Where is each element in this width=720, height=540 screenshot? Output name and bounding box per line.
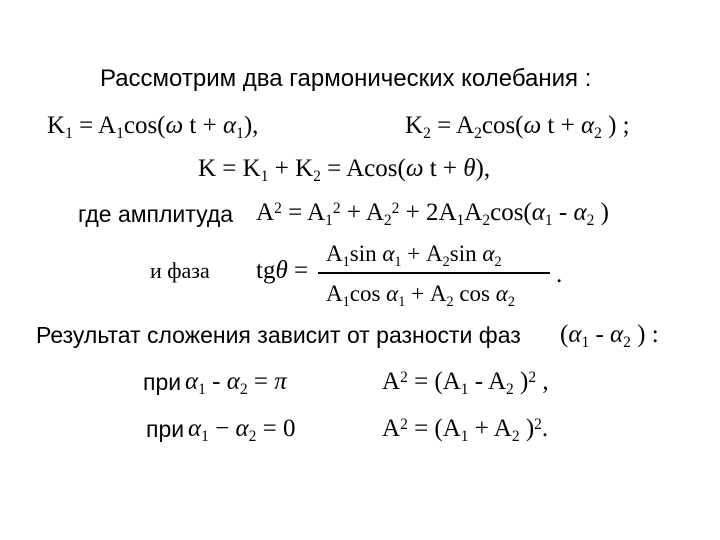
fraction-bar	[318, 272, 550, 274]
slide-heading: Рассмотрим два гармонических колебания :	[100, 65, 592, 92]
equation-k2: $K_2 = A_2\cos(\omega$ $t + \alpha_2$ ) ;	[405, 112, 630, 143]
case-pi-result: $A^2 = (A_1 - A_2$ )$^2$ ,	[382, 368, 549, 399]
case-zero-result: $A^2 = (A_1 + A_2$ )$^2$.	[382, 415, 549, 446]
case-zero-label: при	[146, 416, 185, 442]
phase-label: и фаза	[150, 258, 210, 283]
result-text: Результат сложения зависит от разности фаз	[36, 322, 521, 348]
phase-fraction-numerator: $A_1\sin$ $\alpha_1 + A_2\sin$ $\alpha_2$	[326, 241, 502, 270]
case-pi-label: при	[143, 369, 182, 395]
phase-fraction-denominator: $A_1\cos$ $\alpha_1 + A_2$ $\cos \alpha_2$	[326, 281, 515, 310]
amplitude-label: где амплитуда	[78, 201, 234, 227]
equation-amplitude: $A^2 = A_1^2 + A_2^2 + 2A_1A_2\cos(\alpha_1 - \alpha_2$ )	[256, 199, 609, 230]
case-zero-condition: $\alpha_1 - \alpha_2 = 0$	[188, 415, 296, 446]
phase-fraction	[318, 240, 558, 310]
phase-period: .	[556, 261, 563, 288]
equation-phase-lhs: tgθ =	[256, 257, 309, 284]
case-pi-condition: $\alpha_1 - \alpha_2 = \pi$	[185, 368, 287, 399]
phase-difference: ($\alpha_1 - \alpha_2$ ) :	[560, 321, 659, 352]
equation-k1: $K_1 = A_1\cos(\omega$ $t + \alpha_1$),	[47, 112, 259, 143]
equation-sum: $K = K_1 + K_2 = Acos(\omega$ t + θ),	[198, 155, 491, 186]
